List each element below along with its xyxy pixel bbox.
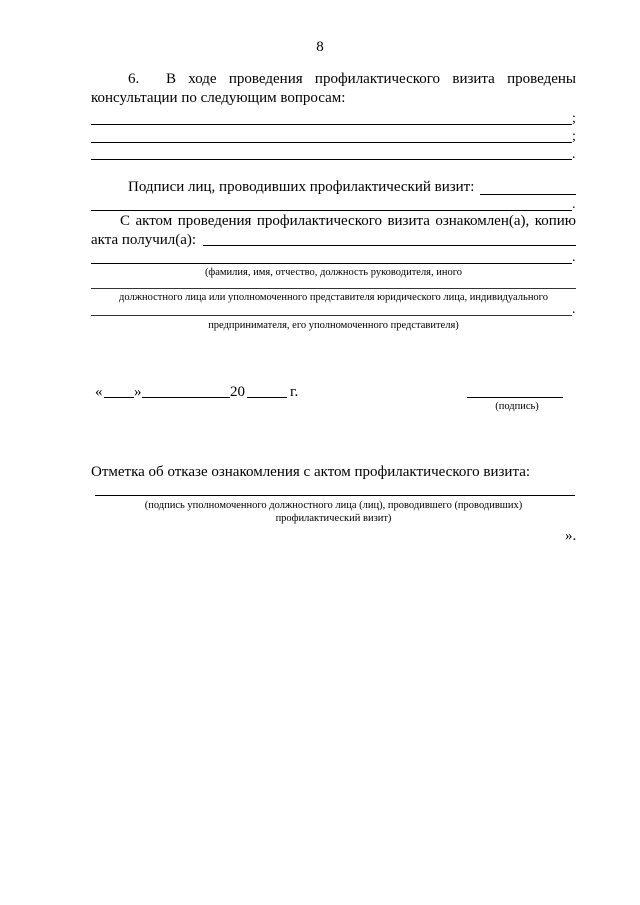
signature-line — [467, 397, 563, 398]
date-year-suffix: г. — [290, 384, 299, 400]
recipient-caption-1: (фамилия, имя, отчество, должность руководителя, иного — [204, 267, 463, 278]
signatures-label: Подписи лиц, проводивших профилактический визит: — [128, 179, 475, 195]
recipient-line — [91, 263, 572, 264]
consultation-line-1 — [91, 124, 572, 125]
item-6-line-1: В ходе проведения профилактического визита проведены — [166, 71, 576, 87]
acquainted-line-2: акта получил(а): — [91, 232, 197, 248]
document-closing: ». — [565, 528, 577, 544]
date-close-quote: » — [134, 384, 142, 400]
consultation-line-3-end: . — [572, 147, 576, 162]
signatures-line-end: . — [572, 197, 576, 212]
date-century: 20 — [230, 384, 245, 400]
recipient-line-end: . — [572, 250, 576, 265]
signature-caption: (подпись) — [495, 401, 539, 412]
consultation-line-1-end: ; — [572, 111, 576, 126]
refusal-label: Отметка об отказе ознакомления с актом профилактического визита: — [91, 464, 531, 480]
recipient-line-2 — [91, 288, 576, 289]
consultation-line-3 — [91, 159, 572, 160]
recipient-caption-2: должностного лица или уполномоченного представителя юридического лица, индивидуального — [119, 292, 548, 303]
refusal-signature-line — [95, 495, 575, 496]
refusal-caption-2: профилактический визит) — [275, 513, 392, 524]
date-month-line — [142, 397, 230, 398]
item-6-line-2: консультации по следующим вопросам: — [91, 90, 346, 106]
signatures-inline-line — [480, 194, 576, 195]
signatures-line — [91, 210, 572, 211]
acquainted-line-1: С актом проведения профилактического визита ознакомлен(а), копию — [120, 213, 576, 229]
date-open-quote: « — [95, 384, 103, 400]
consultation-line-2-end: ; — [572, 129, 576, 144]
recipient-line-3 — [91, 315, 572, 316]
date-day-line — [104, 397, 134, 398]
recipient-inline-line — [203, 245, 576, 246]
date-year-line — [247, 397, 287, 398]
item-6-number: 6. — [128, 71, 140, 87]
refusal-caption-1: (подпись уполномоченного должностного лица (лиц), проводившего (проводивших) — [144, 500, 523, 511]
recipient-caption-3: предпринимателя, его уполномоченного представителя) — [208, 320, 459, 331]
consultation-line-2 — [91, 142, 572, 143]
recipient-line-3-end: . — [572, 302, 576, 317]
page-number: 8 — [316, 39, 324, 55]
